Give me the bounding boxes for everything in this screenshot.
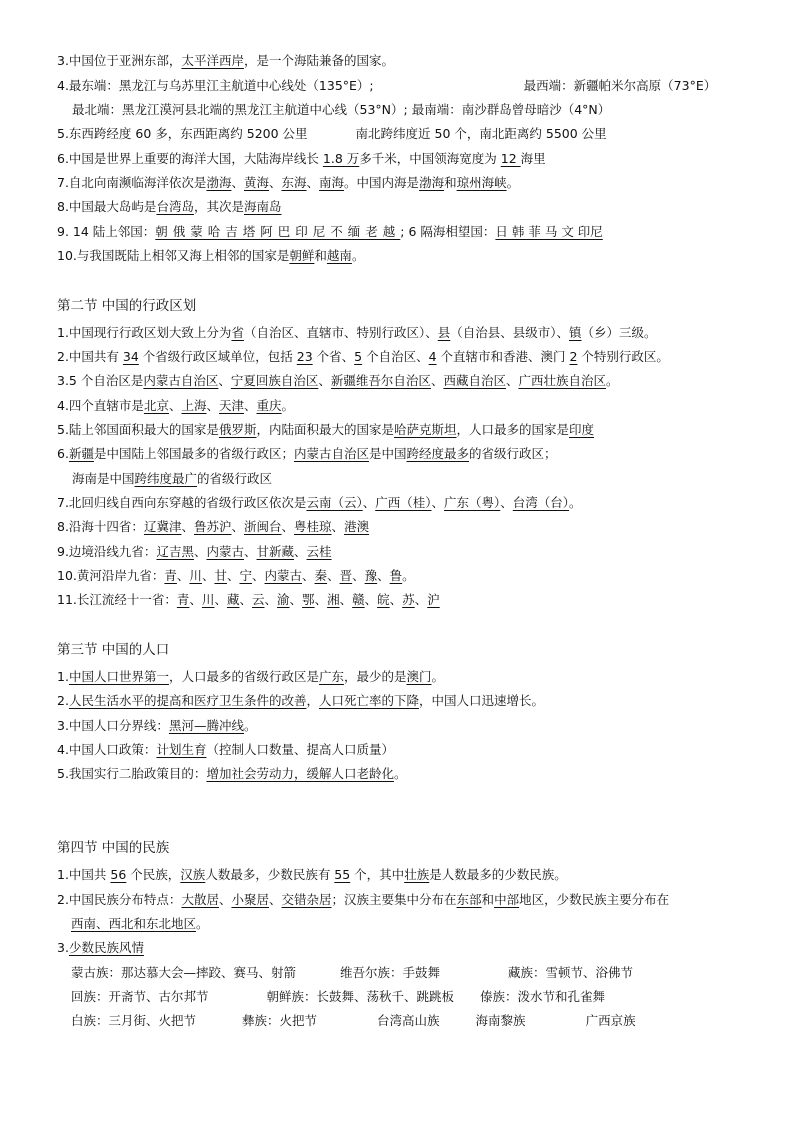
text-segment: 、 (176, 568, 190, 583)
text-segment: 、 (231, 519, 244, 534)
underlined-answer: 12 (500, 151, 521, 166)
text-segment: 、 (281, 519, 295, 534)
underlined-answer: 粤桂琼 (294, 519, 332, 534)
underlined-answer: 东部 (456, 892, 482, 907)
text-segment: 的省级行政区； (469, 446, 557, 461)
text-segment: 、 (244, 398, 257, 413)
text-segment: 白族：三月街、火把节 (71, 1013, 197, 1028)
text-segment: ; 6 隔海相望国： (400, 224, 496, 239)
underlined-answer: 藏 (226, 592, 240, 607)
underlined-answer: 秦 (314, 568, 328, 583)
text-segment: 9.边境沿线九省： (57, 544, 157, 559)
text-segment: 、 (377, 568, 390, 583)
section-heading (57, 296, 196, 316)
underlined-answer: 23 (296, 349, 313, 364)
text-segment: 是中国 (368, 446, 407, 461)
underlined-answer: 鲁 (389, 568, 403, 583)
text-segment: 2. (57, 693, 69, 708)
underlined-answer: 东海 (281, 175, 307, 190)
text-segment: 、 (364, 592, 378, 607)
text-segment: 朝鲜族：长鼓舞、荡秋千、跳跳板 (266, 989, 455, 1004)
text-segment: 南北跨纬度近 50 个，南北距离约 5500 公里 (355, 126, 607, 141)
text-segment: 和 (314, 248, 327, 263)
text-segment: 、 (181, 519, 194, 534)
text-segment: 、 (206, 398, 219, 413)
underlined-answer: 澳门 (406, 669, 432, 684)
underlined-answer: 青 (176, 592, 190, 607)
text-segment: 第四节 中国的民族 (57, 840, 170, 856)
text-line (57, 717, 744, 735)
text-segment: 、 (314, 592, 328, 607)
text-segment: 。 (402, 568, 415, 583)
text-line (57, 150, 744, 168)
text-segment: 、 (239, 592, 252, 607)
underlined-answer: 34 (122, 349, 139, 364)
text-segment: 、 (268, 892, 282, 907)
underlined-answer: 云 (251, 592, 265, 607)
text-segment: 。 (506, 175, 520, 190)
underlined-answer: 西藏自治区 (443, 373, 506, 388)
text-segment: 、 (268, 175, 282, 190)
text-segment: 地区，少数民族主要分布在 (519, 892, 670, 907)
text-segment: 、 (289, 592, 303, 607)
text-segment: 、 (389, 592, 403, 607)
text-segment: 是人数最多的少数民族。 (429, 867, 567, 882)
text-segment: 个民族， (126, 867, 181, 882)
text-segment: （自治县、县级市）、 (450, 325, 569, 340)
underlined-answer: 朝鲜 (289, 248, 315, 263)
underlined-answer: 2 (569, 349, 578, 364)
text-segment: （控制人口数量、提高人口质量） (206, 742, 394, 757)
text-segment: 、 (306, 175, 320, 190)
text-line (57, 741, 744, 759)
text-segment: ，是一个海陆兼备的国家。 (243, 53, 394, 68)
underlined-answer: 1.8 万 (322, 151, 360, 166)
underlined-answer: 南海 (319, 175, 345, 190)
underlined-answer: 县 (437, 325, 451, 340)
text-segment: ，人口最多的国家是 (456, 422, 569, 437)
text-line (57, 174, 744, 192)
text-segment: 2.中国共有 (57, 349, 123, 364)
text-line (57, 52, 744, 70)
underlined-answer: 交错杂居 (281, 892, 332, 907)
underlined-answer: 川 (189, 568, 202, 583)
text-segment: 、 (331, 519, 345, 534)
underlined-answer: 少数民族风情 (68, 940, 144, 955)
underlined-answer: 新疆维吾尔自治区 (330, 373, 431, 388)
text-segment: 、 (264, 592, 278, 607)
text-segment: 台湾高山族 (377, 1013, 440, 1028)
underlined-answer: 黑河—腾冲线 (168, 718, 244, 733)
text-segment: 。 (606, 373, 619, 388)
underlined-answer: 西南、西北和东北地区 (71, 916, 197, 931)
text-segment: 。中国内海是 (344, 175, 420, 190)
underlined-answer: 辽吉黑 (156, 544, 194, 559)
text-segment: 9. 14 陆上邻国： (57, 224, 156, 239)
text-segment: ， (306, 693, 319, 708)
text-segment: 。 (351, 248, 365, 263)
text-segment: 、 (193, 544, 207, 559)
underlined-answer: 鲁苏沪 (193, 519, 232, 534)
text-segment: 个自治区、 (362, 349, 429, 364)
section-heading (57, 640, 169, 660)
text-segment: 个省级行政区域单位，包括 (138, 349, 297, 364)
text-segment: 海南是中国 (72, 471, 135, 486)
underlined-answer: 辽冀津 (143, 519, 182, 534)
text-segment: 6.中国是世界上重要的海洋大国，大陆海岸线长 (57, 151, 323, 166)
text-line (57, 543, 744, 561)
text-segment: 1. (57, 669, 69, 684)
underlined-answer: 渤海 (206, 175, 232, 190)
underlined-answer: 计划生育 (156, 742, 207, 757)
section-heading (57, 838, 169, 858)
underlined-answer: 海南岛 (243, 199, 282, 214)
text-segment: 海里 (520, 151, 546, 166)
underlined-answer: 大散居 (181, 892, 219, 907)
underlined-answer: 广西壮族自治区 (518, 373, 606, 388)
underlined-answer: 晋 (339, 568, 353, 583)
text-segment: 第二节 中国的行政区划 (57, 298, 197, 314)
underlined-answer: 台湾岛 (156, 199, 194, 214)
text-line (57, 591, 744, 609)
underlined-answer: 渤海 (419, 175, 445, 190)
text-line (71, 915, 744, 933)
text-line (57, 77, 744, 95)
text-segment: 、 (362, 495, 376, 510)
text-segment: 、 (430, 373, 444, 388)
text-line (57, 324, 744, 342)
text-segment: 广西京族 (585, 1013, 636, 1028)
text-segment: 7.自北向南濒临海洋依次是 (57, 175, 207, 190)
underlined-answer: 镇 (569, 325, 582, 340)
underlined-answer: 朝俄蒙哈吉塔阿巴印尼不缅老越 (155, 224, 401, 239)
underlined-answer: 人民生活水平的提高和医疗卫生条件的改善 (68, 693, 307, 708)
text-segment: 个省、 (312, 349, 355, 364)
text-segment: 8.沿海十四省： (57, 519, 144, 534)
text-segment: 、 (318, 373, 331, 388)
underlined-answer: 甘新藏 (256, 544, 295, 559)
text-line (57, 372, 744, 390)
underlined-answer: 北京 (143, 398, 169, 413)
text-segment: 7.北回归线自西向东穿越的省级行政区依次是 (57, 495, 307, 510)
text-line (57, 494, 744, 512)
text-segment: 、 (168, 398, 182, 413)
text-segment: 蒙古族：那达慕大会—摔跤、赛马、射箭 (71, 965, 297, 980)
text-line (57, 421, 744, 439)
text-segment: 2.中国民族分布特点： (57, 892, 182, 907)
text-segment: 。 (196, 916, 209, 931)
text-segment: 、 (327, 568, 340, 583)
underlined-answer: 55 (334, 867, 351, 882)
text-line (57, 125, 744, 143)
underlined-answer: 内蒙古 (206, 544, 244, 559)
text-segment: 个，其中 (350, 867, 405, 882)
underlined-answer: 豫 (364, 568, 378, 583)
text-segment: 、 (302, 568, 315, 583)
text-line (71, 964, 744, 982)
underlined-answer: 台湾（台） (512, 495, 570, 510)
text-segment: 。 (569, 495, 582, 510)
text-segment: ，其次是 (193, 199, 244, 214)
underlined-answer: 内蒙古自治区 (293, 446, 369, 461)
text-line (57, 692, 744, 710)
text-line (57, 397, 744, 415)
underlined-answer: 青 (164, 568, 177, 583)
text-segment: 、 (218, 892, 232, 907)
underlined-answer: 哈萨克斯坦 (393, 422, 457, 437)
underlined-answer: 太平洋西岸 (181, 53, 244, 68)
text-segment: 多千米，中国领海宽度为 (359, 151, 501, 166)
text-segment: ；汉族主要集中分布在 (331, 892, 457, 907)
underlined-answer: 内蒙古自治区 (143, 373, 219, 388)
text-segment: 个特别行政区。 (577, 349, 669, 364)
text-line (57, 891, 744, 909)
text-segment: 4.最东端：黑龙江与乌苏里江主航道中心线处（135°E）; (57, 78, 374, 93)
text-segment: 3.5 个自治区是 (57, 373, 144, 388)
text-segment: 、 (431, 495, 444, 510)
text-segment: 、 (505, 373, 519, 388)
text-segment: ，内陆面积最大的国家是 (256, 422, 394, 437)
text-line (57, 348, 744, 366)
text-line (71, 1012, 744, 1030)
underlined-answer: 黄海 (243, 175, 269, 190)
text-line (57, 765, 744, 783)
text-segment: 、 (500, 495, 513, 510)
underlined-answer: 内蒙古 (264, 568, 303, 583)
underlined-answer: 苏 (402, 592, 415, 607)
underlined-answer: 56 (110, 867, 127, 882)
text-line (57, 518, 744, 536)
underlined-answer: 浙闽台 (244, 519, 282, 534)
underlined-answer: 皖 (377, 592, 390, 607)
underlined-answer: 印度 (569, 422, 595, 437)
underlined-answer: 川 (201, 592, 215, 607)
text-segment: 最西端：新疆帕米尔高原（73°E） (523, 78, 717, 93)
underlined-answer: 中部 (494, 892, 520, 907)
text-segment: 4.中国人口政策： (57, 742, 157, 757)
text-segment: 、 (226, 568, 240, 583)
text-line (57, 247, 744, 265)
underlined-answer: 人口死亡率的下降 (318, 693, 419, 708)
underlined-answer: 赣 (352, 592, 365, 607)
text-segment: 3. (57, 940, 69, 955)
text-segment: 3.中国人口分界线： (57, 718, 169, 733)
text-segment: 11.长江流经十一省： (57, 592, 177, 607)
underlined-answer: 鄂 (302, 592, 315, 607)
text-segment: 。 (243, 718, 257, 733)
text-segment: 最北端：黑龙江漠河县北端的黑龙江主航道中心线（53°N）; 最南端：南沙群岛曾母暗沙（4°N） (72, 102, 611, 117)
text-line (57, 567, 744, 585)
underlined-answer: 渝 (277, 592, 290, 607)
underlined-answer: 广东（粤） (444, 495, 501, 510)
text-segment: 是中国陆上邻国最多的省级行政区； (93, 446, 294, 461)
underlined-answer: 天津 (219, 398, 245, 413)
text-segment: 。 (431, 669, 445, 684)
text-line (57, 939, 744, 957)
underlined-answer: 宁夏回族自治区 (230, 373, 319, 388)
text-segment: 。 (281, 398, 295, 413)
text-segment: 、 (414, 592, 428, 607)
text-segment: 、 (201, 568, 215, 583)
text-segment: 海南黎族 (475, 1013, 526, 1028)
text-segment: 回族：开斋节、古尔邦节 (71, 989, 209, 1004)
text-line (57, 223, 744, 241)
text-segment: 人数最多，少数民族有 (205, 867, 335, 882)
text-segment: 、 (352, 568, 365, 583)
underlined-answer: 省 (231, 325, 244, 340)
text-segment: 6. (57, 446, 69, 461)
text-line (57, 198, 744, 216)
underlined-answer: 琼州海峡 (456, 175, 507, 190)
text-line (71, 988, 744, 1006)
text-line (57, 445, 744, 463)
text-segment: 第三节 中国的人口 (57, 642, 170, 658)
underlined-answer: 云南（云） (306, 495, 363, 510)
underlined-answer: 广东 (318, 669, 344, 684)
text-segment: 的省级行政区 (197, 471, 273, 486)
underlined-answer: 沪 (427, 592, 440, 607)
text-line (72, 470, 744, 488)
underlined-answer: 俄罗斯 (218, 422, 257, 437)
underlined-answer: 跨经度最多 (406, 446, 470, 461)
text-segment: 和 (444, 175, 457, 190)
text-segment: 、 (294, 544, 307, 559)
text-segment: （自治区、直辖市、特别行政区）、 (243, 325, 438, 340)
underlined-answer: 5 (354, 349, 363, 364)
underlined-answer: 跨纬度最广 (134, 471, 198, 486)
text-segment: 、 (243, 544, 257, 559)
text-segment: 、 (252, 568, 265, 583)
text-line (72, 101, 744, 119)
text-segment: ，人口最多的省级行政区是 (168, 669, 319, 684)
underlined-answer: 重庆 (256, 398, 282, 413)
underlined-answer: 广西（桂） (375, 495, 432, 510)
text-segment: 个直辖市和香港、澳门 (436, 349, 570, 364)
text-segment: 8.中国最大岛屿是 (57, 199, 157, 214)
text-line (57, 866, 744, 884)
underlined-answer: 新疆 (68, 446, 94, 461)
text-segment: ，中国人口迅速增长。 (418, 693, 544, 708)
underlined-answer: 越南 (326, 248, 352, 263)
underlined-answer: 港澳 (344, 519, 370, 534)
underlined-answer: 宁 (239, 568, 252, 583)
underlined-answer: 日 韩 菲 马 文 印尼 (495, 224, 603, 239)
underlined-answer: 4 (428, 349, 437, 364)
text-segment: 和 (481, 892, 495, 907)
text-segment: 、 (339, 592, 353, 607)
text-segment: 10.黄河沿岸九省： (57, 568, 165, 583)
underlined-answer: 上海 (181, 398, 207, 413)
underlined-answer: 云桂 (306, 544, 332, 559)
text-segment: 10.与我国既陆上相邻又海上相邻的国家是 (57, 248, 290, 263)
text-segment: 1.中国共 (57, 867, 111, 882)
text-segment: 彝族：火把节 (242, 1013, 318, 1028)
underlined-answer: 中国人口世界第一 (68, 669, 169, 684)
text-segment: （乡）三级。 (581, 325, 657, 340)
text-segment: ，最少的是 (343, 669, 407, 684)
text-segment: 。 (393, 766, 407, 781)
underlined-answer: 湘 (327, 592, 340, 607)
text-segment: 、 (189, 592, 202, 607)
text-segment: 4.四个直辖市是 (57, 398, 144, 413)
text-segment: 藏族：雪顿节、浴佛节 (508, 965, 634, 980)
text-segment: 5.我国实行二胎政策目的： (57, 766, 207, 781)
underlined-answer: 甘 (214, 568, 227, 583)
text-segment: 3.中国位于亚洲东部， (57, 53, 182, 68)
text-segment: 、 (218, 373, 231, 388)
text-segment: 5.陆上邻国面积最大的国家是 (57, 422, 219, 437)
text-segment: 1.中国现行行政区划大致上分为 (57, 325, 232, 340)
underlined-answer: 小聚居 (231, 892, 269, 907)
text-segment: 维吾尔族：手鼓舞 (340, 965, 441, 980)
underlined-answer: 壮族 (404, 867, 430, 882)
text-segment: 傣族：泼水节和孔雀舞 (480, 989, 606, 1004)
text-segment: 、 (231, 175, 244, 190)
text-segment: 、 (214, 592, 227, 607)
text-segment: 5.东西跨经度 60 多，东西距离约 5200 公里 (57, 126, 308, 141)
underlined-answer: 增加社会劳动力，缓解人口老龄化 (206, 766, 394, 781)
underlined-answer: 汉族 (180, 867, 206, 882)
text-line (57, 668, 744, 686)
